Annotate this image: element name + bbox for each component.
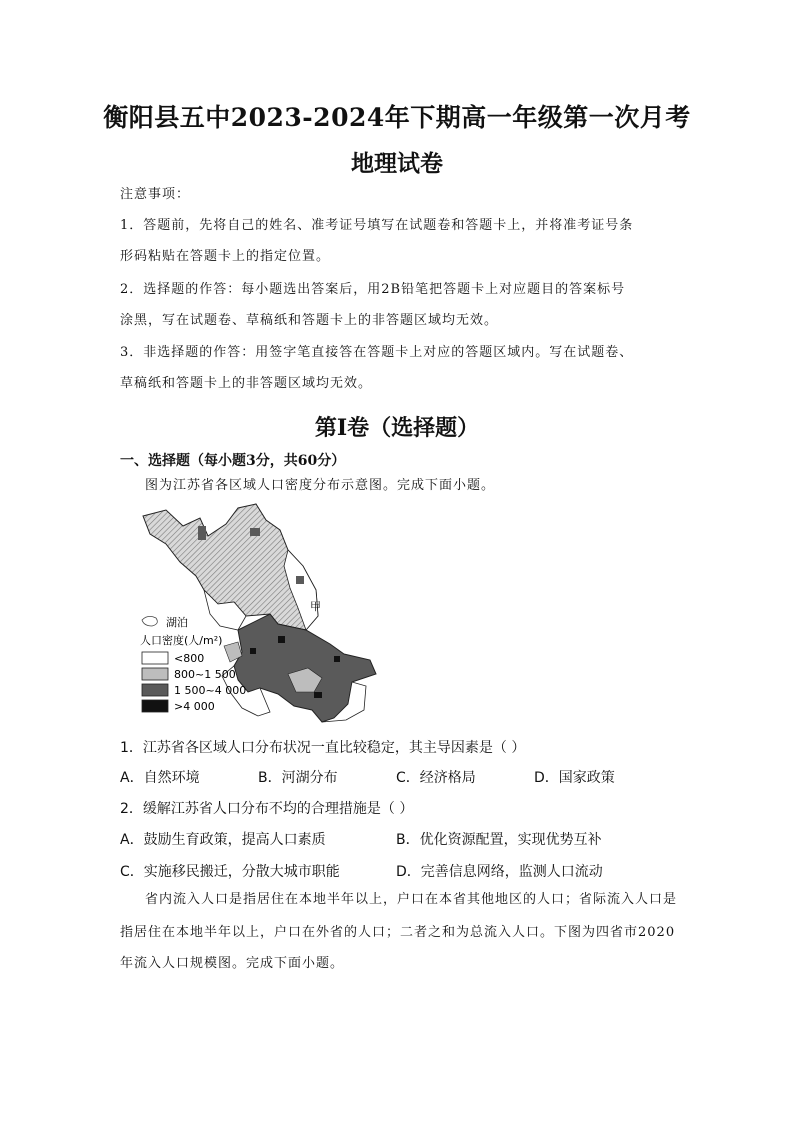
q1-option-d: D．国家政策 xyxy=(534,770,615,786)
legend-label-1: <800 xyxy=(174,652,205,665)
notice-line: 3．非选择题的作答：用签字笔直接答在答题卡上对应的答题区域内。写在试题卷、 xyxy=(120,345,634,360)
legend-swatch-4 xyxy=(142,700,168,712)
q1-option-a: A．自然环境 xyxy=(120,770,200,786)
notice-line: 形码粘贴在答题卡上的指定位置。 xyxy=(120,249,331,264)
map-dense-spot xyxy=(250,648,256,654)
map-dense-spot xyxy=(278,636,285,643)
notice-line: 1．答题前，先将自己的姓名、准考证号填写在试题卷和答题卡上，并将准考证号条 xyxy=(120,218,634,233)
q2-option-b: B．优化资源配置，实现优势互补 xyxy=(396,832,602,848)
marker-jia: 甲 xyxy=(310,600,321,613)
q1-option-c: C．经济格局 xyxy=(396,770,476,786)
q2-option-c: C．实施移民搬迁，分散大城市职能 xyxy=(120,864,340,880)
notice-line: 2．选择题的作答：每小题选出答案后，用2B铅笔把答题卡上对应题目的答案标号 xyxy=(120,282,626,297)
legend-label-4: >4 000 xyxy=(174,700,215,713)
intro2-line: 省内流入人口是指居住在本地半年以上，户口在本省其他地区的人口；省际流入人口是 xyxy=(145,892,678,907)
notice-line: 涂黑，写在试题卷、草稿纸和答题卡上的非答题区域均无效。 xyxy=(120,313,499,328)
lake-label: 湖泊 xyxy=(166,616,188,629)
legend-swatch-3 xyxy=(142,684,168,696)
population-density-map xyxy=(138,496,388,724)
legend-label-3: 1 500~4 000 xyxy=(174,684,247,697)
legend-label-2: 800~1 500 xyxy=(174,668,236,681)
legend-swatch-2 xyxy=(142,668,168,680)
exam-subtitle: 地理试卷 xyxy=(351,150,443,177)
intro2-line: 指居住在本地半年以上，户口在外省的人口；二者之和为总流入人口。下图为四省市2020 xyxy=(120,925,676,940)
question-2-stem: 2．缓解江苏省人口分布不均的合理措施是（ ） xyxy=(120,801,414,817)
question-1-stem: 1．江苏省各区域人口分布状况一直比较稳定，其主导因素是（ ） xyxy=(120,740,526,756)
legend-title: 人口密度(人/m²) xyxy=(140,634,223,647)
q2-option-d: D．完善信息网络，监测人口流动 xyxy=(396,864,603,880)
map-dense-spot xyxy=(334,656,340,662)
map-dense-spot xyxy=(314,692,322,698)
legend-swatch-1 xyxy=(142,652,168,664)
map-dense-spot xyxy=(250,528,260,536)
intro2-line: 年流入人口规模图。完成下面小题。 xyxy=(120,956,345,971)
q2-option-a: A．鼓励生育政策，提高人口素质 xyxy=(120,832,326,848)
notice-heading: 注意事项： xyxy=(120,187,191,202)
section-title: 第Ⅰ卷（选择题） xyxy=(314,415,480,441)
map-dense-spot xyxy=(296,576,304,584)
exam-title: 衡阳县五中2023-2024年下期高一年级第一次月考 xyxy=(103,103,691,132)
map-dense-spot xyxy=(198,526,206,540)
lake-symbol xyxy=(142,616,157,626)
notice-line: 草稿纸和答题卡上的非答题区域均无效。 xyxy=(120,376,373,391)
q1-option-b: B．河湖分布 xyxy=(258,770,338,786)
part-heading: 一、选择题（每小题3分，共60分） xyxy=(120,453,346,469)
intro-text: 图为江苏省各区域人口密度分布示意图。完成下面小题。 xyxy=(145,478,496,493)
